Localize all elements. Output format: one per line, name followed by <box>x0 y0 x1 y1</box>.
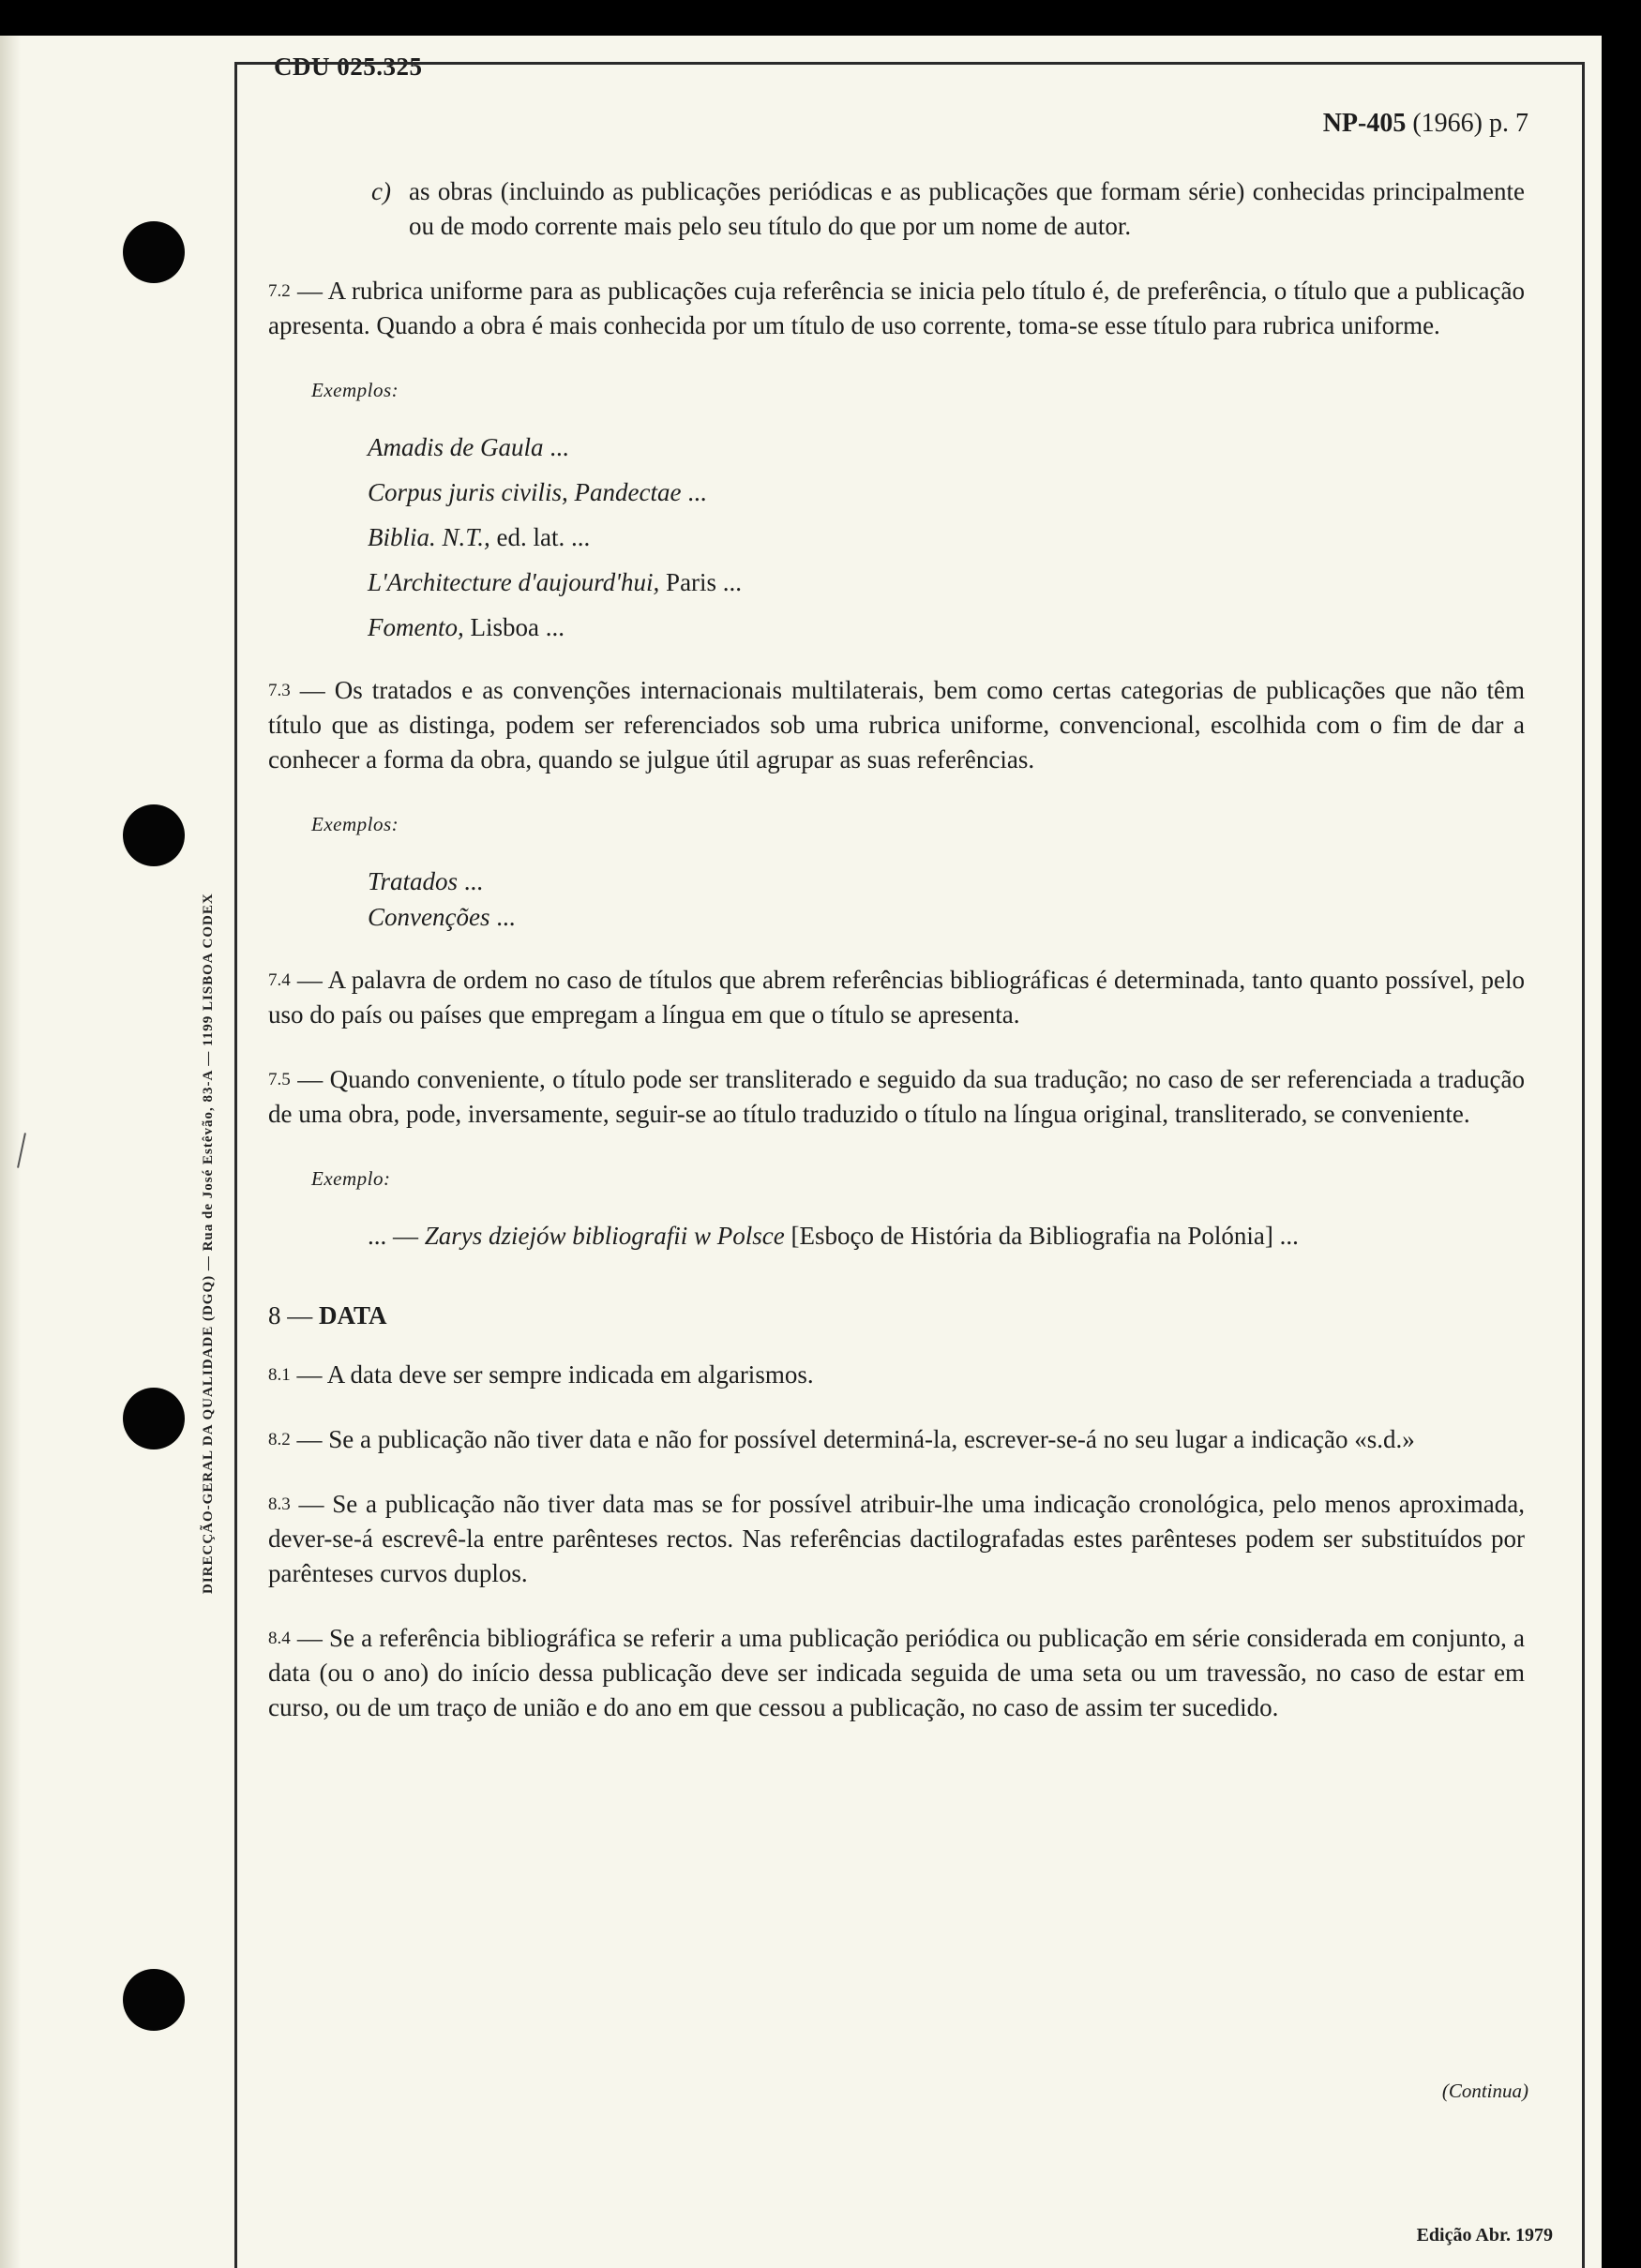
section-title: DATA <box>319 1301 387 1329</box>
examples-label: Exemplos: <box>311 813 399 835</box>
section-heading-8: 8 — DATA <box>268 1301 387 1329</box>
example-item: Convenções ... <box>368 903 516 931</box>
paragraph-8-2: 8.2 — Se a publicação não tiver data e não for possível determiná-la, escrever-se-á no seu lugar a indicação «s.d.» <box>268 1425 1415 1453</box>
edition-date: Edição Abr. 1979 <box>1416 2225 1553 2245</box>
paragraph-7-5: 7.5 — Quando conveniente, o título pode ser transliterado e seguido da sua tradução; no caso de ser referenciada a tradução de uma obra, pode, inversamente, seguir-se ao título traduzido o título na língua original, transliterado, se conveniente. <box>268 1065 1525 1128</box>
example-item: Tratados ... <box>368 867 484 895</box>
example-item: Biblia. N.T., ed. lat. ... <box>368 523 591 551</box>
paragraph-text: Se a referência bibliográfica se referir a uma publicação periódica ou publicação em série considerada em conjunto, a data (ou o ano) do início dessa publicação deve ser indicada seguida de uma seta ou um travessão, no caso de estar em curso, ou de um traço de união e do ano em que cessou a publicação, no caso de assim ter sucedido. <box>268 1624 1525 1721</box>
paragraph-8-4: 8.4 — Se a referência bibliográfica se referir a uma publicação periódica ou publicação em série considerada em conjunto, a data (ou o ano) do início dessa publicação deve ser indicada seguida de uma seta ou um travessão, no caso de estar em curso, ou de um traço de união e do ano em que cessou a publicação, no caso de assim ter sucedido. <box>268 1624 1525 1721</box>
example-item: Amadis de Gaula ... <box>368 433 569 461</box>
np-code: NP-405 <box>1322 109 1407 138</box>
cdu-code: CDU 025.325 <box>274 53 423 81</box>
punch-hole <box>123 1388 185 1449</box>
paragraph-number: 8.4 <box>268 1629 291 1648</box>
paragraph-text: Se a publicação não tiver data e não for possível determiná-la, escrever-se-á no seu lugar a indicação «s.d.» <box>328 1425 1415 1453</box>
page-edge-shadow <box>0 36 21 2268</box>
paragraph-8-1: 8.1 — A data deve ser sempre indicada em algarismos. <box>268 1360 814 1389</box>
example-label: Exemplo: <box>311 1167 391 1190</box>
paragraph-text: Se a publicação não tiver data mas se for possível atribuir-lhe uma indicação cronológica, pelo menos aproximada, dever-se-á escrevê-la entre parênteses rectos. Nas referências dactilografadas estes parênteses podem ser substituídos por parênteses curvos duplos. <box>268 1490 1525 1587</box>
paragraph-number: 8.1 <box>268 1365 291 1385</box>
examples-label: Exemplos: <box>311 379 399 401</box>
np-edition-page: (1966) p. 7 <box>1412 109 1528 138</box>
document-body <box>268 174 1525 1755</box>
examples-list <box>368 864 1525 935</box>
list-item-c <box>371 174 1525 244</box>
paragraph-text: Os tratados e as convenções internacionais multilaterais, bem como certas categorias de publicações que não têm título que as distinga, podem ser referenciados sob uma rubrica uniforme, convencional, escolhida com o fim de dar a conhecer a forma da obra, quando se julgue útil agrupar as suas referências. <box>268 676 1525 774</box>
paragraph-7-2: 7.2 — A rubrica uniforme para as publicações cuja referência se inicia pelo título é, de preferência, o título que a publicação apresenta. Quando a obra é mais conhecida por um título de uso corrente, toma-se esse título para rubrica uniforme. <box>268 277 1525 339</box>
paragraph-number: 7.3 <box>268 681 291 700</box>
paragraph-7-3: 7.3 — Os tratados e as convenções internacionais multilaterais, bem como certas categorias de publicações que não têm título que as distinga, podem ser referenciados sob uma rubrica uniforme, convencional, escolhida com o fim de dar a conhecer a forma da obra, quando se julgue útil agrupar as suas referências. <box>268 676 1525 774</box>
paragraph-text: Quando conveniente, o título pode ser transliterado e seguido da sua tradução; no caso de ser referenciada a tradução de uma obra, pode, inversamente, seguir-se ao título traduzido o título na língua original, transliterado, se conveniente. <box>268 1065 1525 1128</box>
continued-note: (Continua) <box>1441 2080 1528 2102</box>
paragraph-number: 7.4 <box>268 970 291 990</box>
example-item: Fomento, Lisboa ... <box>368 613 565 641</box>
standard-reference <box>1323 109 1528 139</box>
paragraph-number: 8.2 <box>268 1430 291 1449</box>
paragraph-text: A palavra de ordem no caso de títulos que abrem referências bibliográficas é determinada, tanto quanto possível, pelo uso do país ou países que empregam a língua em que o título se apresenta. <box>268 966 1526 1029</box>
punch-hole <box>123 221 185 283</box>
paragraph-number: 8.3 <box>268 1494 291 1514</box>
example-item: L'Architecture d'aujourd'hui, Paris ... <box>368 568 743 596</box>
examples-list <box>368 430 1525 645</box>
list-item-label: c) <box>371 177 391 205</box>
publisher-address: DIRECÇÃO-GERAL DA QUALIDADE (DGQ) — Rua de José Estêvão, 83-A — 1199 LISBOA CODEX <box>201 893 216 1594</box>
example-transliteration: ... — Zarys dziejów bibliografii w Polsce [Esboço de História da Bibliografia na Polónia] ... <box>368 1222 1299 1250</box>
paragraph-7-4: 7.4 — A palavra de ordem no caso de títulos que abrem referências bibliográficas é determinada, tanto quanto possível, pelo uso do país ou países que empregam a língua em que o título se apresenta. <box>268 966 1526 1029</box>
paragraph-number: 7.2 <box>268 281 291 301</box>
punch-hole <box>123 1969 185 2031</box>
punch-hole <box>123 804 185 866</box>
paragraph-text: A rubrica uniforme para as publicações cuja referência se inicia pelo título é, de preferência, o título que a publicação apresenta. Quando a obra é mais conhecida por um título de uso corrente, toma-se esse título para rubrica uniforme. <box>268 277 1525 339</box>
paragraph-number: 7.5 <box>268 1070 291 1089</box>
paragraph-text: A data deve ser sempre indicada em algarismos. <box>326 1360 814 1389</box>
paragraph-8-3: 8.3 — Se a publicação não tiver data mas se for possível atribuir-lhe uma indicação cronológica, pelo menos aproximada, dever-se-á escrevê-la entre parênteses rectos. Nas referências dactilografadas estes parênteses podem ser substituídos por parênteses curvos duplos. <box>268 1490 1525 1587</box>
example-item: Corpus juris civilis, Pandectae ... <box>368 478 707 506</box>
list-item-text: as obras (incluindo as publicações periódicas e as publicações que formam série) conhecidas principalmente ou de modo corrente mais pelo seu título do que por um nome de autor. <box>409 177 1525 240</box>
